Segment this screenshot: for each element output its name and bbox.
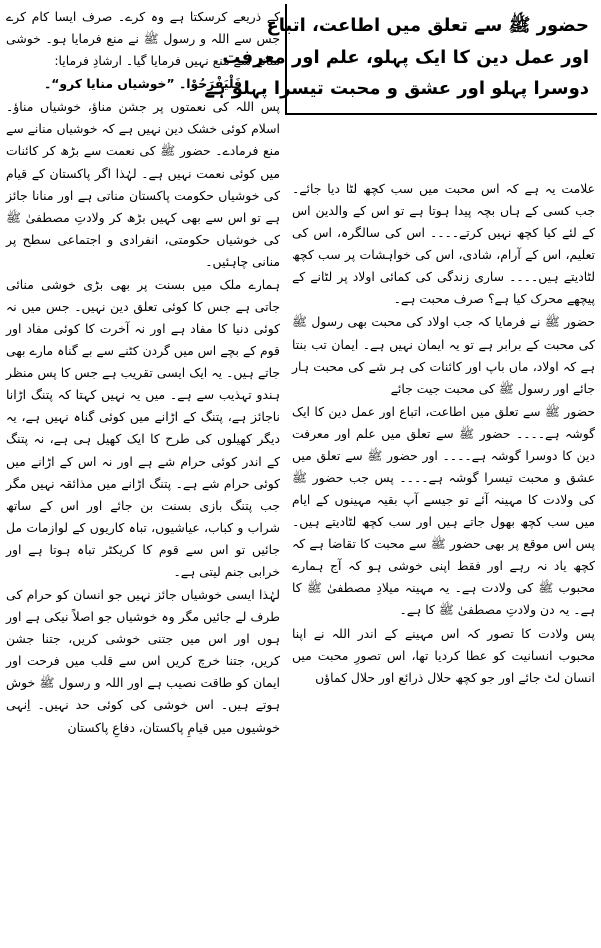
- paragraph: پس اللہ کی نعمتوں پر جشن مناؤ، خوشیاں مناؤ۔ اسلام کوئی خشک دین نہیں ہے کہ خوشیاں منانے سے منع فرمادے۔ حضور ﷺ کی نعمت سے بڑھ کر کائنات میں کوئی نعمت نہیں ہے۔ لہٰذا اگر پاکستان کے قیام کی خوشیاں حکومت پاکستان مناتی ہے اور منانا جائز ہے تو اس سے بھی کہیں بڑھ کر ولادتِ مصطفیٰ ﷺ کی خوشیاں حکومتی، انفرادی و اجتماعی سطح پر منانی چاہئیں۔: [6, 99, 280, 269]
- headline-line-1: حضور ﷺ سے تعلق میں اطاعت، اتباع: [266, 15, 589, 36]
- article-headline: [204, 4, 597, 115]
- body-column-right: [292, 178, 595, 942]
- paragraph: علامت یہ ہے کہ اس محبت میں سب کچھ لٹا دیا جائے۔ جب کسی کے ہاں بچہ پیدا ہوتا ہے تو اس کے والدین اس کے لئے کیا کچھ نہیں کرتے۔۔۔۔ اس کی سالگرہ، اس کی تعلیم، اس کے آرام، شادی، اس کی خواہشات پر سب کچھ لٹادیتے ہیں۔۔۔۔ ساری زندگی کی کمائی اولاد پر لٹانے کے پیچھے محرک کیا ہے؟ صرف محبت ہے۔: [292, 181, 595, 307]
- paragraph: کے ذریعے کرسکتا ہے وہ کرے۔ صرف ایسا کام کرے جس سے اللہ و رسول ﷺ نے منع فرمایا ہو۔ خوشی منانے سے منع نہیں فرمایا گیا۔ ارشادِ فرمایا:: [6, 9, 280, 69]
- paragraph: حضور ﷺ نے فرمایا کہ جب اولاد کی محبت بھی رسول ﷺ کی محبت کے برابر ہے تو یہ ایمان نہیں ہے۔ ایمان تب بنتا ہے کہ اولاد، ماں باپ اور کائنات کی ہر شے کی محبت ہار جائے اور رسول ﷺ کی محبت جیت جائے: [292, 314, 595, 396]
- paragraph: ہمارے ملک میں بسنت پر بھی بڑی خوشی منائی جاتی ہے جس کا کوئی تعلق دین نہیں۔ جس میں نہ کوئی دنیا کا مفاد ہے اور نہ آخرت کا کوئی مفاد اور قوم کے بچے اس میں گردن کٹنے سے بے گناہ مارے بھی جاتے ہیں۔ یہ ایک ایسی تقریب ہے جس کا پس منظر ہندو تہذیب سے ہے۔ میں یہ نہیں کہتا کہ پتنگ اڑانا ناجائز ہے، پتنگ کے اڑانے میں کوئی گناہ نہیں ہے، یہ دیگر کھیلوں کی طرح کا ایک کھیل ہی ہے، نہ پتنگ کے اندر کوئی حرام شے ہے اور نہ اس کے اڑانے میں کوئی حرام شے ہے۔ پتنگ اڑانے میں مذائقہ نہیں مگر جب پتنگ بازی بسنت بن جائے اور اس کے ساتھ شراب و کباب، عیاشیوں، تباہ کاریوں کے لوازمات مل جائیں تو اس سے قوم کا کریکٹر تباہ ہوتا ہے اور خرابی جنم لیتی ہے۔: [6, 276, 280, 579]
- headline-line-2: اور عمل دین کا ایک پہلو، علم اور معرفت: [222, 46, 589, 68]
- paragraph: لہٰذا ایسی خوشیاں جائز نہیں جو انسان کو حرام کی طرف لے جائیں مگر وہ خوشیاں جو اصلاً نیکی ہے اور ہوں اور اس میں جتنی خوشی کریں، جتنا جشن کریں، جتنا خرچ کریں اس سے قلب میں فرحت اور ایمان کو طاقت نصیب ہے اور اللہ و رسول ﷺ خوش ہوتے ہیں۔ اس خوشی کی کوئی حد نہیں۔ اِنہی خوشیوں میں قیامِ پاکستان، دفاعِ پاکستان: [6, 587, 280, 735]
- paragraph: حضور ﷺ سے تعلق میں اطاعت، اتباع اور عمل دین کا ایک گوشہ ہے۔۔۔۔ حضور ﷺ سے تعلق میں علم اور معرفت دین کا دوسرا گوشہ ہے۔۔۔۔ اور حضور ﷺ سے تعلق میں عشق و محبت تیسرا گوشہ ہے۔۔۔۔ پس جب حضور ﷺ کی ولادت کا مہینہ آئے تو جیسے آپ بقیہ مہینوں کے ایام میں سب کچھ بھول جاتے ہیں اور سب کچھ لٹادیتے ہیں۔ پس اس موقع پر بھی حضور ﷺ سے محبت کا تقاضا ہے کہ کچھ یاد نہ رہے اور فقط اپنی خوشی ہو کہ آج ہمارے محبوب ﷺ کی ولادت ہے۔ یہ مہینہ میلادِ مصطفیٰ ﷺ کا ہے۔ یہ دن ولادتِ مصطفیٰ ﷺ کا ہے۔: [292, 403, 595, 618]
- body-column-left: [6, 6, 280, 942]
- paragraph: پس ولادت کا تصور کہ اس مہینے کے اندر اللہ نے اپنا محبوب انسانیت کو عطا کردیا تھا، اس تصورِ محبت میں انسان لٹ جائے اور جو کچھ حلال ذرائع اور حلال کماؤں: [292, 625, 595, 685]
- quoted-hadith: فَلْيَفْرَحُوْا۔ ”خوشیاں منایا کرو“۔: [43, 76, 243, 92]
- headline-line-3: دوسرا پہلو اور عشق و محبت تیسرا پہلو ہے: [204, 78, 589, 99]
